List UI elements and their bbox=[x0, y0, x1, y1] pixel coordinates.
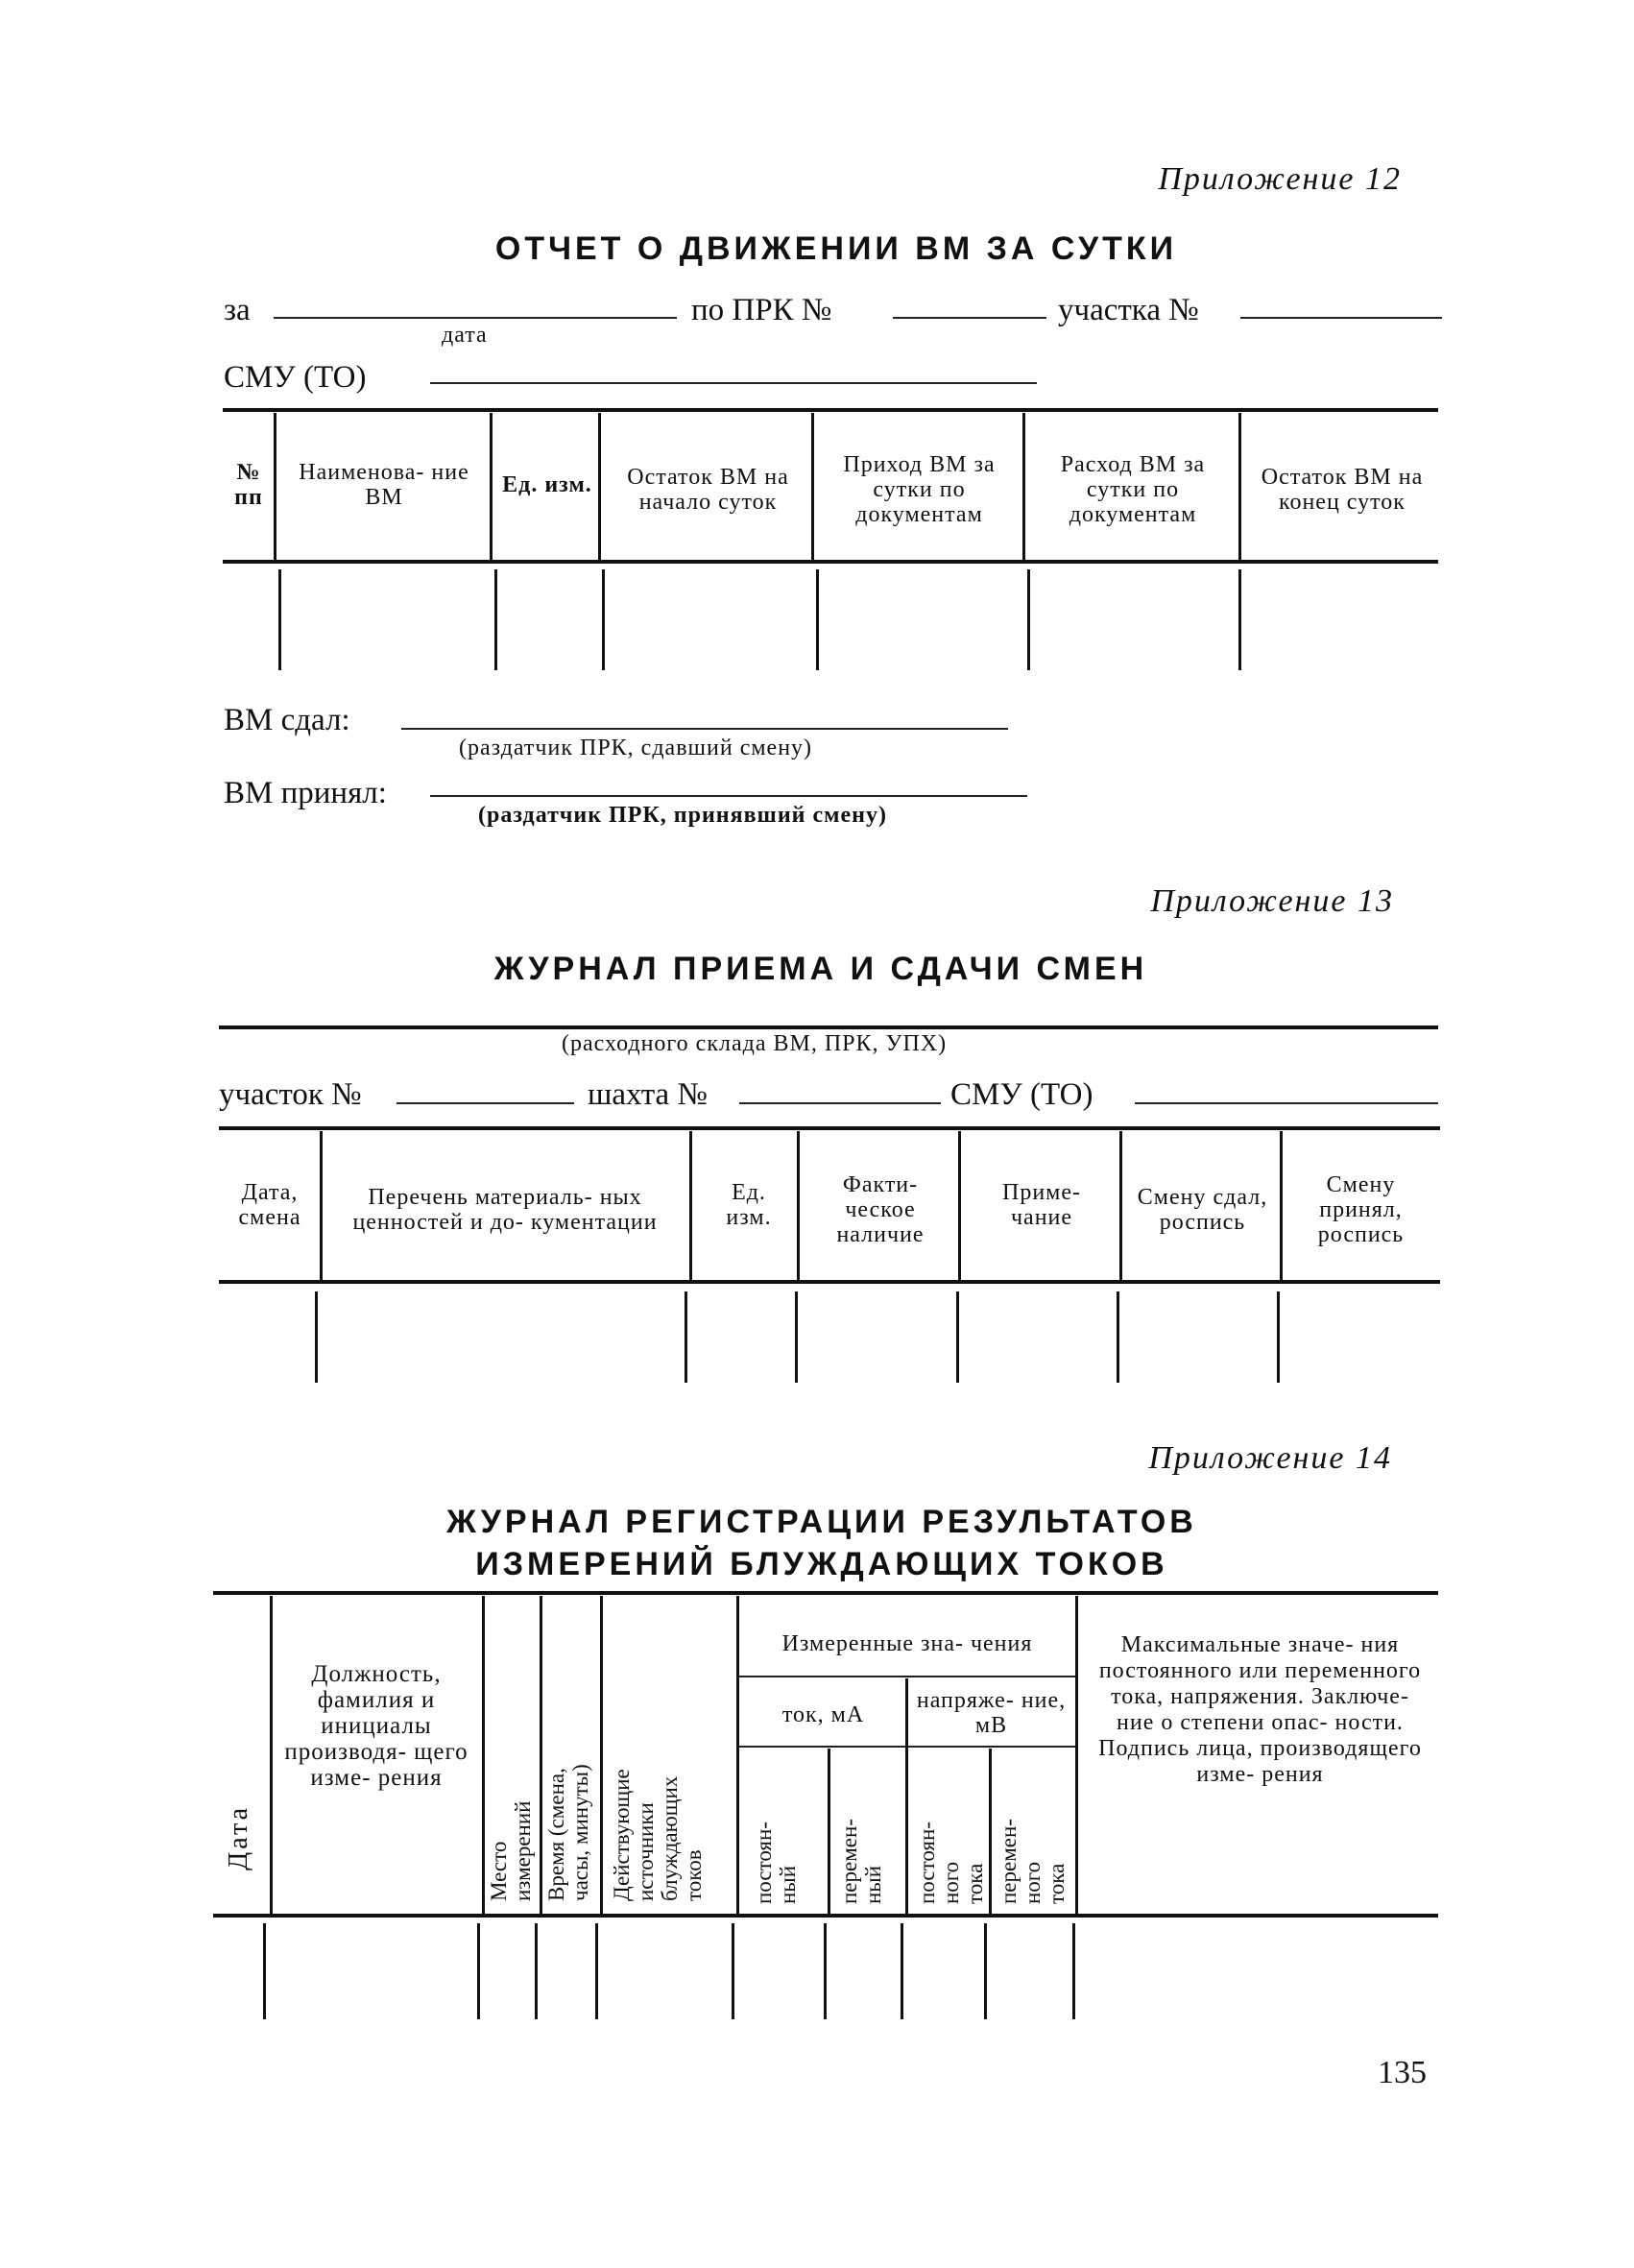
col-header: Ед. изм. bbox=[502, 472, 592, 497]
col-header: Факти- ческое наличие bbox=[836, 1172, 925, 1247]
appendix-13-subtitle: (расходного склада ВМ, ПРК, УПХ) bbox=[562, 1031, 948, 1056]
col-header-current: ток, мА bbox=[781, 1702, 865, 1727]
col-header: Ед. изм. bbox=[726, 1180, 772, 1230]
appendix-14-title-line1: ЖУРНАЛ РЕГИСТРАЦИИ РЕЗУЛЬТАТОВ bbox=[446, 1504, 1197, 1540]
handed-label: ВМ сдал: bbox=[224, 703, 350, 737]
col-header-voltage-ac: перемен- ного тока bbox=[997, 1819, 1069, 1904]
col-header-person: Должность, фамилия и инициалы производя- щего изме- рения bbox=[284, 1661, 469, 1791]
appendix-14-title-line2: ИЗМЕРЕНИЙ БЛУЖДАЮЩИХ ТОКОВ bbox=[475, 1546, 1168, 1582]
col-header-max: Максимальные значе- ния постоянного или переменного тока, напряжения. Заключе- ние о степени опас- ности. Подпись лица, производящего изме- рения bbox=[1098, 1632, 1422, 1787]
smu-13-field-line[interactable] bbox=[1135, 1102, 1438, 1104]
col-header: Наименова- ние ВМ bbox=[299, 460, 469, 510]
col-header-current-ac: перемен- ный bbox=[837, 1819, 885, 1904]
appendix-13-title: ЖУРНАЛ ПРИЕМА И СДАЧИ СМЕН bbox=[493, 951, 1148, 987]
uchastok-label: участок № bbox=[219, 1077, 362, 1112]
col-header-date: Дата bbox=[224, 1805, 253, 1870]
prk-number-field-line[interactable] bbox=[893, 317, 1046, 319]
col-header: Смену принял, роспись bbox=[1317, 1172, 1405, 1247]
col-header-place: Место измерений bbox=[487, 1800, 535, 1901]
uchastok-field-line[interactable] bbox=[396, 1102, 574, 1104]
col-header: Смену сдал, роспись bbox=[1137, 1185, 1268, 1235]
date-field-line[interactable] bbox=[274, 317, 677, 319]
col-header-sources: Действующие источники блуждающих токов bbox=[610, 1769, 706, 1901]
received-caption: (раздатчик ПРК, принявший смену) bbox=[478, 803, 887, 828]
shakhta-label: шахта № bbox=[588, 1077, 708, 1112]
col-header-voltage-dc: постоян- ного тока bbox=[915, 1822, 987, 1904]
smu-field-line[interactable] bbox=[430, 382, 1037, 384]
appendix-12-title: ОТЧЕТ О ДВИЖЕНИИ ВМ ЗА СУТКИ bbox=[494, 230, 1178, 267]
col-header: Остаток ВМ на конец суток bbox=[1261, 465, 1424, 515]
col-header: Остаток ВМ на начало суток bbox=[627, 465, 789, 515]
col-header-voltage: напряже- ние, мВ bbox=[916, 1688, 1067, 1738]
received-label: ВМ принял: bbox=[224, 776, 387, 810]
za-label: за bbox=[224, 293, 251, 327]
section-number-label: участка № bbox=[1058, 293, 1199, 327]
col-header: Расход ВМ за сутки по документам bbox=[1060, 452, 1206, 527]
handed-caption: (раздатчик ПРК, сдавший смену) bbox=[459, 736, 813, 760]
col-header-time: Время (смена, часы, минуты) bbox=[544, 1764, 592, 1901]
col-header-measured: Измеренные зна- чения bbox=[781, 1631, 1033, 1656]
col-header-current-dc: постоян- ный bbox=[752, 1822, 800, 1904]
handed-signature-line[interactable] bbox=[401, 728, 1008, 730]
appendix-13-label: Приложение 13 bbox=[1150, 883, 1394, 919]
page-number: 135 bbox=[1378, 2055, 1427, 2090]
shakhta-field-line[interactable] bbox=[739, 1102, 941, 1104]
col-header: № пп bbox=[234, 460, 263, 510]
appendix-14-label: Приложение 14 bbox=[1148, 1440, 1392, 1476]
appendix-12-label: Приложение 12 bbox=[1158, 161, 1402, 197]
smu-label: СМУ (ТО) bbox=[224, 360, 367, 395]
date-caption: дата bbox=[442, 323, 488, 348]
col-header: Приход ВМ за сутки по документам bbox=[843, 452, 996, 527]
appendix-13-top-rule bbox=[219, 1025, 1438, 1029]
smu-13-label: СМУ (ТО) bbox=[950, 1077, 1093, 1112]
received-signature-line[interactable] bbox=[430, 795, 1027, 797]
col-header: Дата, смена bbox=[238, 1180, 301, 1230]
col-header: Приме- чание bbox=[1001, 1180, 1081, 1230]
col-header: Перечень материаль- ных ценностей и до- кументации bbox=[352, 1185, 658, 1235]
section-number-field-line[interactable] bbox=[1240, 317, 1442, 319]
prk-number-label: по ПРК № bbox=[691, 293, 832, 327]
